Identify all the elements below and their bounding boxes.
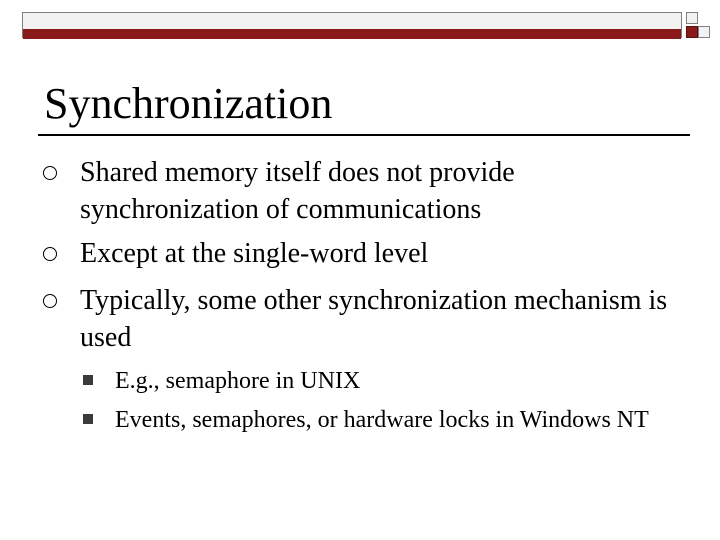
sub-bullet-item <box>115 404 675 436</box>
bullet-text: Typically, some other synchronization mechanism is used <box>80 285 668 353</box>
bullet-text: Shared memory itself does not provide synchronization of communications <box>80 157 515 225</box>
sub-bullet-item <box>115 365 675 397</box>
filled-square-icon <box>83 414 93 424</box>
bullet-text: Except at the single-word level <box>80 238 429 269</box>
sub-bullet-text: Events, semaphores, or hardware locks in Windows NT <box>115 407 649 433</box>
filled-square-icon <box>83 375 93 385</box>
hollow-circle-icon <box>43 166 57 180</box>
hollow-circle-icon <box>43 294 57 308</box>
bullet-item <box>80 154 690 228</box>
slide-title: Synchronization <box>44 79 333 128</box>
hollow-circle-icon <box>43 247 57 261</box>
sub-bullet-text: E.g., semaphore in UNIX <box>115 368 361 394</box>
bullet-item <box>80 235 690 272</box>
bullet-item <box>80 282 690 356</box>
